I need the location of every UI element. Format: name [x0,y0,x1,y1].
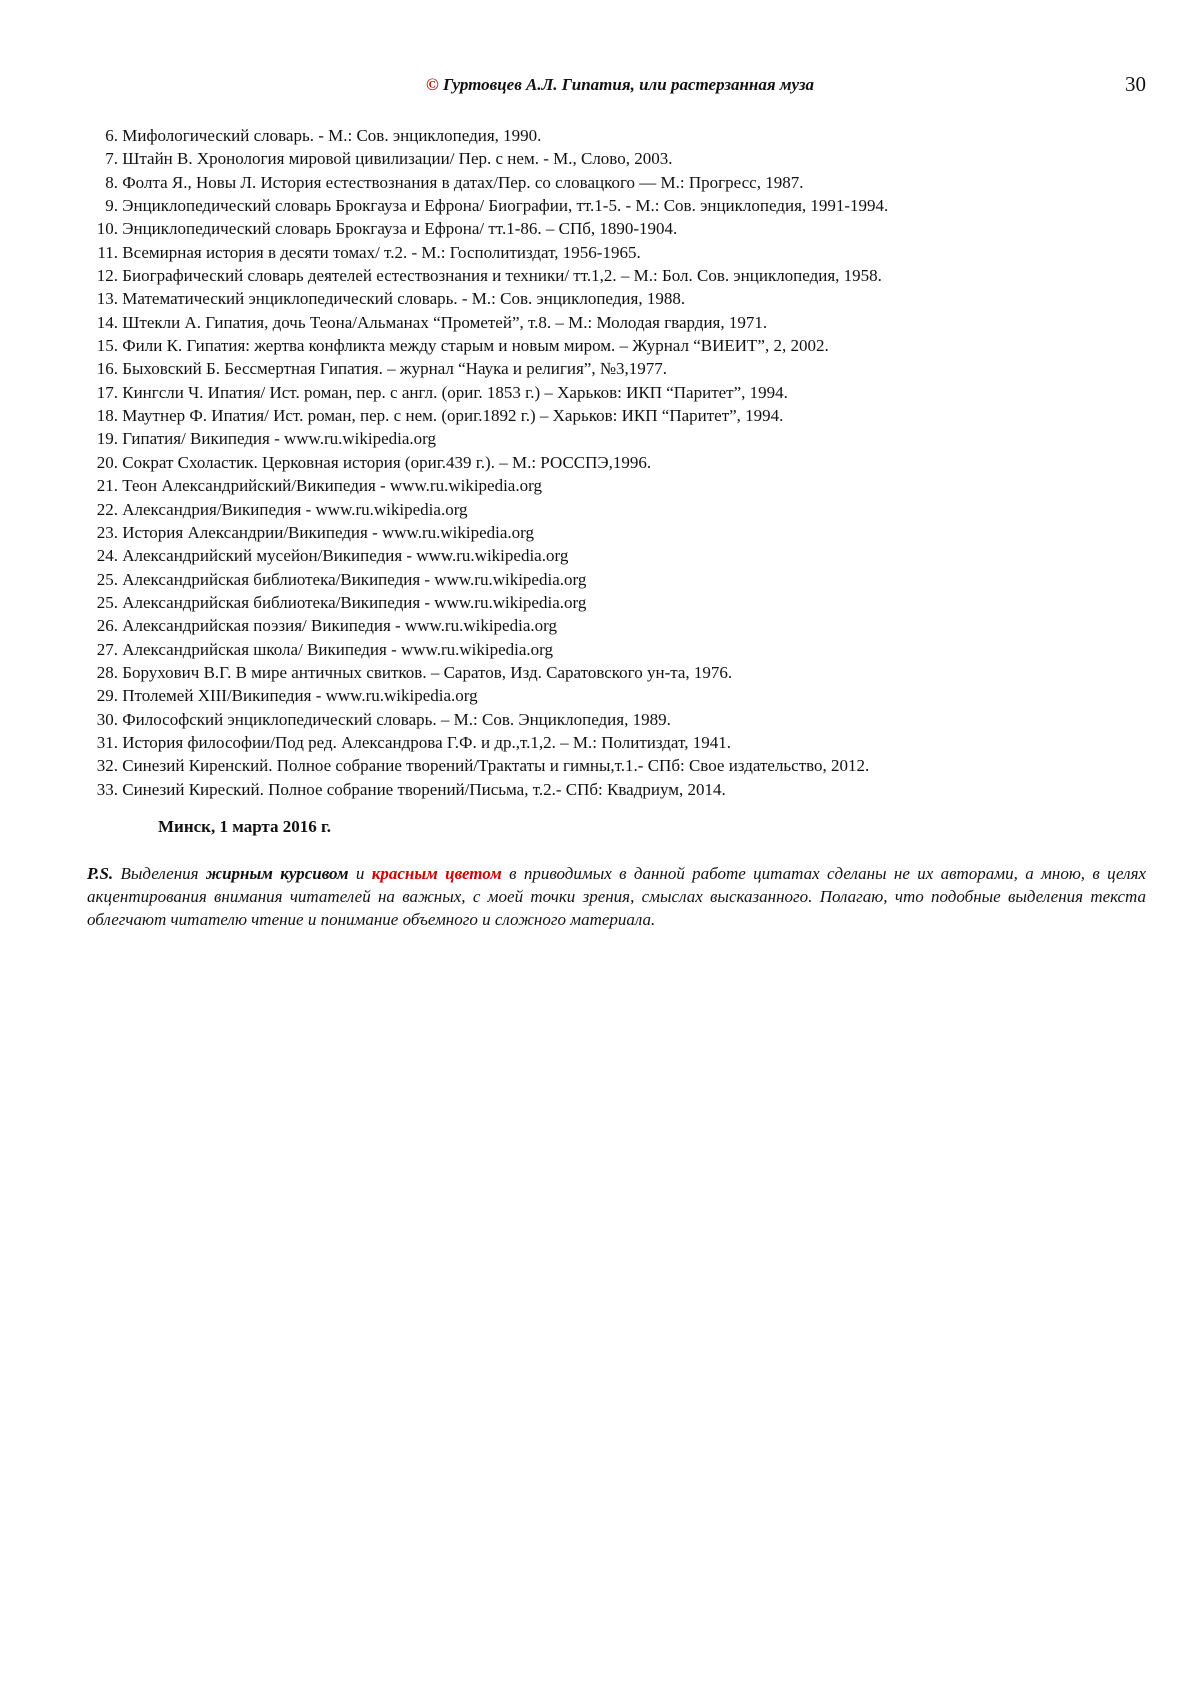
reference-item [88,614,1148,637]
reference-number: 7. [105,149,118,169]
reference-text: Фили К. Гипатия: жертва конфликта между старым и новым миром. – Журнал “ВИЕИТ”, 2, 2002. [122,336,829,356]
reference-text: Фолта Я., Новы Л. История естествознания в датах/Пер. со словацкого — М.: Прогресс, 1987. [122,172,804,192]
reference-item [88,778,1148,801]
reference-item [88,311,1148,334]
postscript-text-2: и [348,864,372,883]
postscript-red-phrase: красным цветом [371,864,502,883]
reference-number: 8. [105,172,118,192]
reference-text: Философский энциклопедический словарь. – М.: Сов. Энциклопедия, 1989. [122,709,671,729]
postscript-text-1: Выделения [113,864,206,883]
reference-item [88,451,1148,474]
reference-text: Энциклопедический словарь Брокгауза и Ефрона/ тт.1-86. – СПб, 1890-1904. [122,219,678,239]
reference-text: Александрийская библиотека/Википедия - www.ru.wikipedia.org [122,592,587,612]
reference-number: 24. [96,546,118,566]
reference-number: 20. [96,452,118,472]
reference-number: 31. [96,732,118,752]
reference-item [88,147,1148,170]
reference-item [88,544,1148,567]
reference-text: Кингсли Ч. Ипатия/ Ист. роман, пер. с англ. (ориг. 1853 г.) – Харьков: ИКП “Паритет”, 1994. [122,382,788,402]
reference-text: Быховский Б. Бессмертная Гипатия. – журнал “Наука и религия”, №3,1977. [122,359,668,379]
reference-item [88,754,1148,777]
reference-item [88,568,1148,591]
reference-item [88,194,1148,217]
reference-item [88,474,1148,497]
reference-text: Птолемей XIII/Википедия - www.ru.wikipedia.org [122,686,478,706]
postscript-label: P.S. [87,864,114,883]
reference-item [88,264,1148,287]
reference-text: Александрийская школа/ Википедия - www.ru.wikipedia.org [122,639,554,659]
copyright-symbol: © [426,75,439,94]
reference-text: Мифологический словарь. - М.: Сов. энциклопедия, 1990. [122,126,542,145]
reference-number: 17. [96,382,118,402]
reference-number: 26. [96,616,118,636]
reference-text: Гипатия/ Википедия - www.ru.wikipedia.org [122,429,437,449]
reference-text: Борухович В.Г. В мире античных свитков. – Саратов, Изд. Саратовского ун-та, 1976. [122,662,733,682]
reference-number: 12. [96,266,118,286]
reference-item [88,404,1148,427]
reference-text: Синезий Киреский. Полное собрание творений/Письма, т.2.- СПб: Квадриум, 2014. [122,779,726,799]
reference-number: 9. [105,196,118,216]
postscript-paragraph [87,862,1146,932]
reference-item [88,661,1148,684]
reference-number: 11. [97,242,118,262]
reference-text: Всемирная история в десяти томах/ т.2. - М.: Госполитиздат, 1956-1965. [122,242,641,262]
reference-text: История Александрии/Википедия - www.ru.wikipedia.org [122,522,535,542]
reference-item [88,217,1148,240]
reference-text: Синезий Киренский. Полное собрание творений/Трактаты и гимны,т.1.- СПб: Свое издательство, 2012. [122,756,870,776]
reference-number: 28. [96,662,118,682]
reference-number: 25. [96,569,118,589]
reference-text: Александрийская поэзия/ Википедия - www.ru.wikipedia.org [122,616,557,636]
reference-number: 29. [96,686,118,706]
reference-item [88,521,1148,544]
reference-text: Александрийский мусейон/Википедия - www.ru.wikipedia.org [122,546,569,566]
reference-number: 6. [105,126,118,145]
reference-text: Энциклопедический словарь Брокгауза и Ефрона/ Биографии, тт.1-5. - М.: Сов. энциклопедия, 1991-1994. [122,196,889,216]
reference-item [88,684,1148,707]
reference-number: 18. [96,406,118,426]
reference-number: 33. [96,779,118,799]
reference-text: Биографический словарь деятелей естествознания и техники/ тт.1,2. – М.: Бол. Сов. энциклопедия, 1958. [122,266,882,286]
reference-number: 22. [96,499,118,519]
reference-text: Сократ Схоластик. Церковная история (ориг.439 г.). – М.: РОССПЭ,1996. [122,452,652,472]
reference-item [88,731,1148,754]
reference-number: 21. [96,476,118,496]
reference-number: 14. [96,312,118,332]
reference-item [88,381,1148,404]
reference-item [88,427,1148,450]
reference-text: История философии/Под ред. Александрова Г.Ф. и др.,т.1,2. – М.: Политиздат, 1941. [122,732,731,752]
page-number: 30 [1125,72,1146,96]
reference-item [88,241,1148,264]
reference-number: 19. [96,429,118,449]
reference-number: 13. [96,289,118,309]
running-title-text: Гуртовцев А.Л. Гипатия, или растерзанная муза [442,75,814,94]
reference-text: Маутнер Ф. Ипатия/ Ист. роман, пер. с нем. (ориг.1892 г.) – Харьков: ИКП “Паритет”, 1994. [122,406,784,426]
reference-item [88,638,1148,661]
reference-item [88,287,1148,310]
reference-item [88,498,1148,521]
reference-text: Теон Александрийский/Википедия - www.ru.wikipedia.org [122,476,542,496]
reference-number: 25. [96,592,118,612]
signoff-place-date: Минск, 1 марта 2016 г. [158,817,332,836]
reference-number: 10. [96,219,118,239]
reference-item [88,591,1148,614]
reference-text: Математический энциклопедический словарь. - М.: Сов. энциклопедия, 1988. [122,289,686,309]
reference-number: 30. [96,709,118,729]
page-header [0,72,1200,98]
reference-item [88,357,1148,380]
reference-item [88,171,1148,194]
reference-number: 23. [96,522,118,542]
reference-list [88,124,1148,801]
reference-number: 16. [96,359,118,379]
reference-item [88,708,1148,731]
postscript-bold-phrase: жирным курсивом [205,864,349,883]
reference-text: Александрийская библиотека/Википедия - www.ru.wikipedia.org [122,569,587,589]
reference-text: Штайн В. Хронология мировой цивилизации/ Пер. с нем. - М., Слово, 2003. [122,149,673,169]
postscript-text-3: в приводимых в данной работе цитатах сделаны не их авторами, а мною, в целях акцентирования внимания читателей на важных, с моей точки зрения, смыслах высказанного. Полагаю, что подобные выделения текста облегчают читателю чтение и понимание объемного и сложного материала. [87,864,1147,930]
reference-number: 27. [96,639,118,659]
reference-text: Александрия/Википедия - www.ru.wikipedia.org [122,499,468,519]
reference-number: 15. [96,336,118,356]
reference-item [88,334,1148,357]
reference-text: Штекли А. Гипатия, дочь Теона/Альманах “Прометей”, т.8. – М.: Молодая гвардия, 1971. [122,312,768,332]
reference-item [88,124,1148,147]
running-title [0,75,1200,95]
reference-number: 32. [96,756,118,776]
